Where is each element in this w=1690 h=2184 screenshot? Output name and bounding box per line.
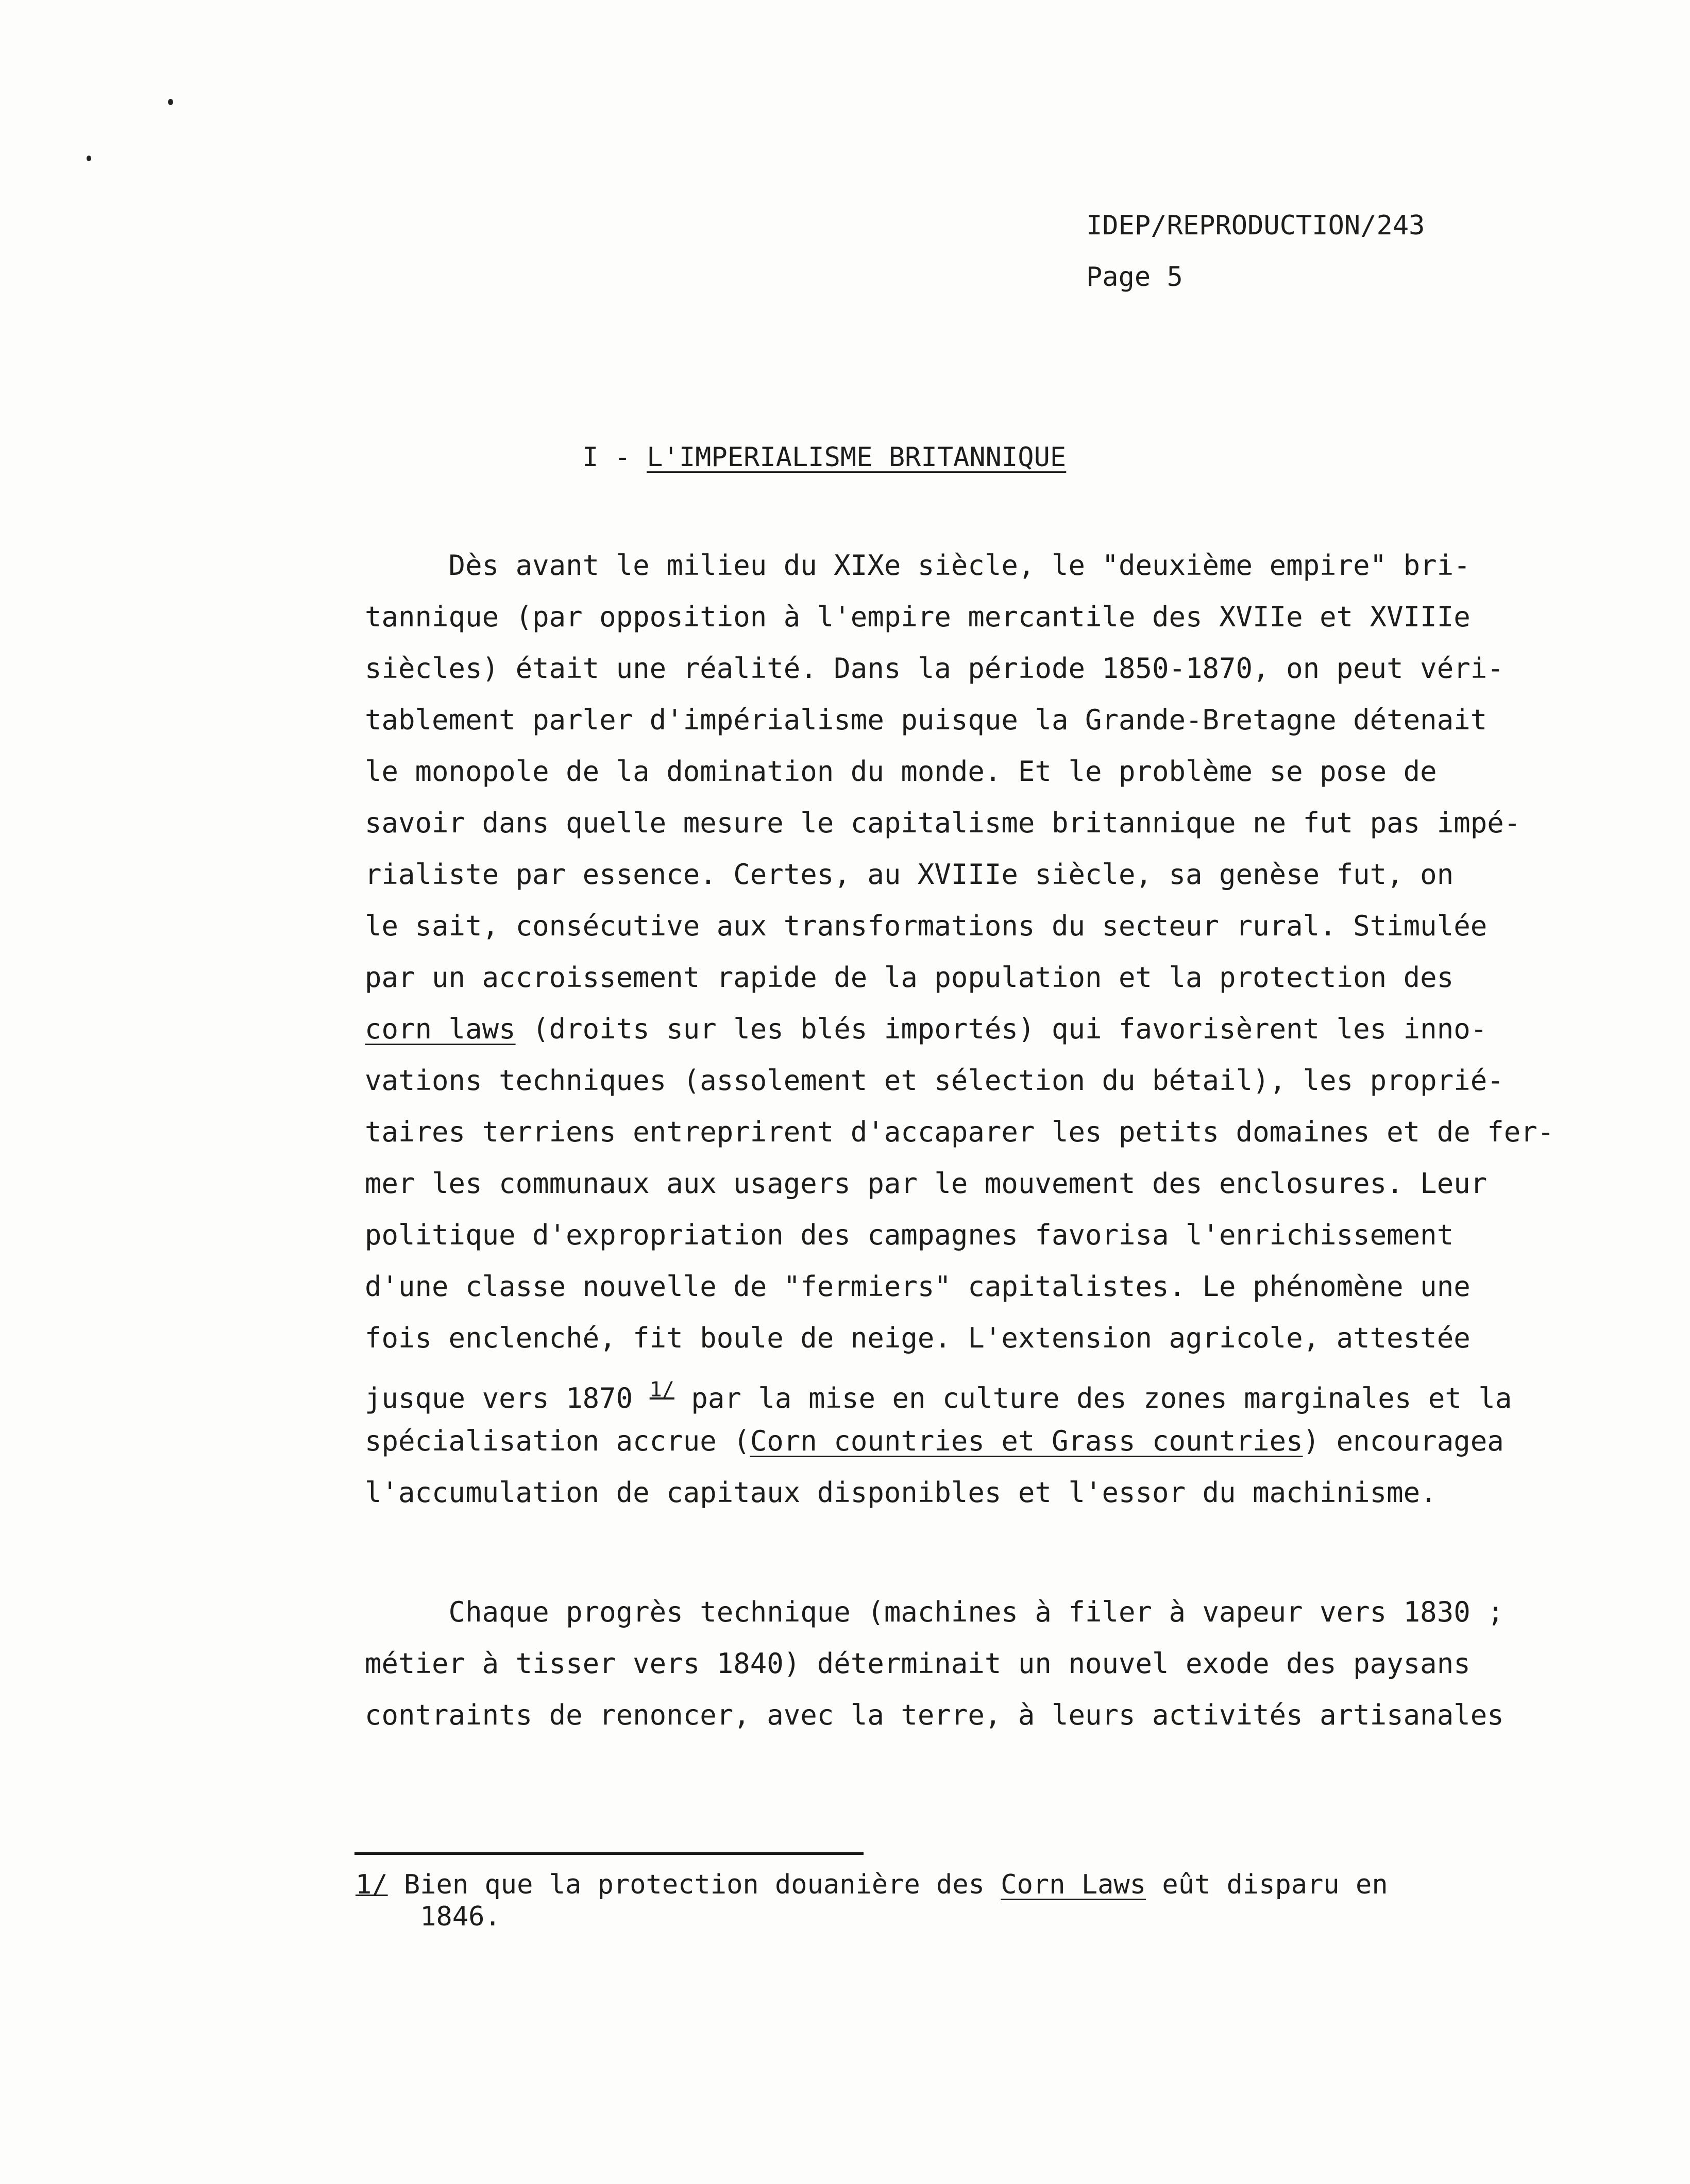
footnote-text: eût disparu en [1146,1869,1388,1900]
text-line: par un accroissement rapide de la population et la protection des [365,961,1454,994]
text-line [365,1415,1632,1467]
text-line: l'accumulation de capitaux disponibles et l'essor du machinisme. [365,1476,1437,1509]
footnote [356,1869,1388,1933]
text-line: vations techniques (assolement et sélection du bétail), les proprié- [365,1064,1504,1097]
footnote-separator [354,1852,864,1855]
footnote-text: Bien que la protection douanière des [387,1869,1001,1900]
paragraph-1 [365,540,1632,1518]
footnote-text: 1846. [356,1901,501,1932]
underlined-term: Corn Laws [1001,1869,1146,1900]
text-line [365,1364,1632,1415]
text-line [365,1003,1632,1055]
paragraph-2 [365,1586,1632,1741]
text-line: tannique (par opposition à l'empire mercantile des XVIIe et XVIIIe [365,601,1471,633]
text-line: Dès avant le milieu du XIXe siècle, le "deuxième empire" bri- [365,549,1471,582]
text-line: siècles) était une réalité. Dans la période 1850-1870, on peut véri- [365,652,1504,685]
text-line: rialiste par essence. Certes, au XVIIIe siècle, sa genèse fut, on [365,858,1454,891]
text-line: contraints de renoncer, avec la terre, à leurs activités artisanales [365,1699,1504,1731]
text-run: (droits sur les blés importés) qui favorisèrent les inno- [515,1013,1488,1045]
text-line: taires terriens entreprirent d'accaparer les petits domaines et de fer- [365,1116,1554,1148]
text-line: d'une classe nouvelle de "fermiers" capitalistes. Le phénomène une [365,1270,1471,1303]
scan-speck [87,156,91,161]
text-line: le sait, consécutive aux transformations du secteur rural. Stimulée [365,910,1488,942]
text-line: Chaque progrès technique (machines à filer à vapeur vers 1830 ; [365,1596,1504,1628]
section-title [582,437,1066,478]
document-header [1086,200,1425,303]
footnote-marker: 1/ [356,1869,388,1900]
text-line: tablement parler d'impérialisme puisque la Grande-Bretagne détenait [365,704,1488,736]
text-run: jusque vers 1870 [365,1382,650,1414]
text-run: ) encouragea [1303,1425,1504,1457]
text-line: fois enclenché, fit boule de neige. L'extension agricole, attestée [365,1322,1471,1354]
text-run: spécialisation accrue ( [365,1425,750,1457]
page-number: Page 5 [1086,262,1183,293]
underlined-term: Corn countries et Grass countries [750,1425,1303,1457]
scan-speck [168,99,173,105]
text-line: savoir dans quelle mesure le capitalisme britannique ne fut pas impé- [365,807,1521,839]
text-line: le monopole de la domination du monde. Et le problème se pose de [365,755,1437,788]
section-title-text: L'IMPERIALISME BRITANNIQUE [647,442,1067,473]
footnote-reference: 1/ [649,1378,674,1402]
text-line: politique d'expropriation des campagnes favorisa l'enrichissement [365,1219,1454,1251]
underlined-term: corn laws [365,1013,516,1045]
text-line: métier à tisser vers 1840) déterminait un nouvel exode des paysans [365,1647,1471,1680]
section-number: I - [582,442,647,473]
document-reference: IDEP/REPRODUCTION/243 [1086,210,1425,241]
text-run: par la mise en culture des zones marginales et la [674,1382,1512,1414]
text-line: mer les communaux aux usagers par le mouvement des enclosures. Leur [365,1167,1488,1200]
